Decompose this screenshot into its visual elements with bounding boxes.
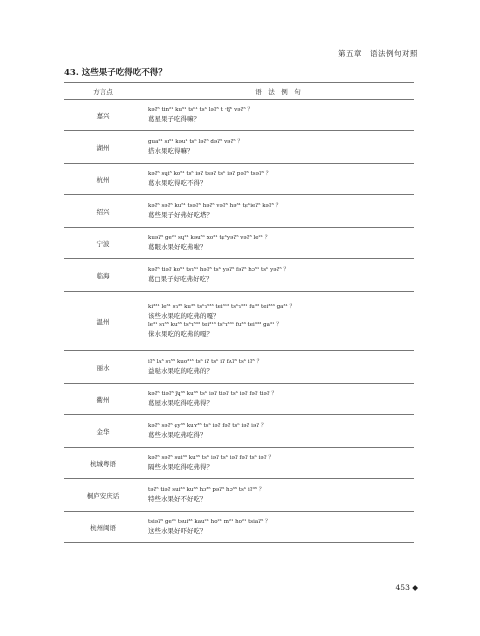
example-cell — [142, 448, 414, 479]
chinese-line: 葛些果子好弗好吃塔？ — [148, 211, 213, 219]
phonetic-line: kəʔ⁵ tin²¹ ku⁵¹ tsʰ¹ tsʰ ləʔ⁵ t ·tʃʰ vəʔ⁵ ？ — [148, 107, 253, 113]
table-row — [64, 479, 414, 512]
table-row — [64, 292, 414, 351]
example-cell — [142, 479, 414, 512]
phonetic-line: kuəʔ⁵ ge²¹ sɥ²¹ kəu⁵¹ xo²¹ tɕʰyəʔ⁵ vəʔ⁵ le²¹ ？ — [148, 235, 271, 241]
chinese-line: 葛□果子好吃弗好吃？ — [148, 275, 213, 283]
example-cell — [142, 100, 414, 131]
chinese-line: 隔些水果吃得吃弗得？ — [148, 463, 213, 471]
table-header-row — [64, 83, 414, 100]
page-header: 第五章 语法例句对照 — [338, 49, 418, 58]
example-cell — [142, 259, 414, 292]
example-cell — [142, 292, 414, 351]
phonetic-line: təʔ⁵ tiəʔ sui³³ ku³⁵ hɔ³⁵ pəʔ⁵ hɔ³⁵ tsʰ iʔ³⁵ ？ — [148, 487, 265, 493]
chinese-line: 该些水果吃的吃弗的嘎？ — [148, 312, 220, 320]
phonetic-line: le³¹ sɿ³⁵ ku³⁵ tsʰɿ⁵³³ tei³¹³ tsʰɿ³³¹ fu³³ tei³³³ ga³¹ ？ — [148, 322, 282, 328]
phonetic-line: kəʔ⁵ səʔ⁵ ɕy³⁵ kuʏ³⁵ tsʰ iəʔ fəʔ tsʰ iəʔ iəʔ ？ — [148, 423, 267, 429]
phonetic-line: kəʔ⁵ səʔ⁵ ku⁵¹ tsəʔ⁵ həʔ⁵ vəʔ⁵ hə³¹ tɕʰieʔ⁵ kəʔ⁵ ？ — [148, 203, 282, 209]
phonetic-line: ki³³¹ le³¹ sɿ³⁵ ku³⁵ tsʰɿ⁵³³ tei³¹³ tsʰɿ³³¹ fu³³ tei³³³ ga³¹ ？ — [148, 304, 296, 310]
table-row — [64, 415, 414, 448]
table-row — [64, 228, 414, 259]
dialect-cell: 湖州 — [64, 131, 142, 164]
dialect-cell: 绍兴 — [64, 195, 142, 228]
chinese-line: 特些水果好不好吃？ — [148, 495, 207, 503]
dialect-cell: 桐庐安庆话 — [64, 479, 142, 512]
table-row — [64, 164, 414, 195]
phonetic-line: kəʔ⁵ sɥi⁵ ko⁵¹ ts⁵ iəʔ tsəʔ tsʰ iəʔ pəʔ⁵ tsəʔ⁵ ？ — [148, 171, 272, 177]
table-row — [64, 384, 414, 415]
chinese-line: 俫水果吃的吃弗的嘎？ — [148, 330, 213, 338]
chinese-line: 葛屋水果吃得吃弗得？ — [148, 399, 213, 407]
question-title: 43. 这些果子吃得吃不得？ — [64, 68, 167, 78]
example-cell — [142, 131, 414, 164]
dialect-cell: 宁波 — [64, 228, 142, 259]
chinese-line: 益哒水果吃的吃弗的？ — [148, 367, 213, 375]
chinese-line: 葛眼水果好吃弗啦？ — [148, 243, 207, 251]
example-cell — [142, 195, 414, 228]
phonetic-line: kəʔ⁵ tiəʔ ko⁵¹ tsɿ⁵¹ həʔ⁵ tsʰ yəʔ⁵ fəʔ⁵ hɔ⁵¹ tsʰ yəʔ⁵ ？ — [148, 267, 289, 273]
chinese-line: 搭水果吃得嘛？ — [148, 147, 194, 155]
chinese-line: 这些水果好吓好吃？ — [148, 527, 207, 535]
page-number: 453 ◆ — [395, 583, 418, 592]
dialect-cell: 金华 — [64, 415, 142, 448]
example-cell — [142, 384, 414, 415]
table-row — [64, 448, 414, 479]
chinese-line: 葛些水果吃弗吃得？ — [148, 431, 207, 439]
example-cell — [142, 351, 414, 384]
example-cell — [142, 228, 414, 259]
dialect-cell: 杭州闽语 — [64, 512, 142, 543]
example-cell — [142, 512, 414, 543]
phonetic-line: gua²¹ sɪ⁵¹ kəu¹ tsʰ ləʔ⁵ dəʔ⁵ vəʔ⁵ ？ — [148, 139, 243, 145]
table-row — [64, 131, 414, 164]
phonetic-line: iʔ⁵ lʌ³ sɿ⁵⁵ kuo³¹³ tsʰ iʔ tsʰ iʔ fʌʔ⁵ tsʰ iʔ⁵ ？ — [148, 359, 263, 365]
dialect-cell: 杭城粤语 — [64, 448, 142, 479]
header-dialect: 方言点 — [64, 83, 142, 100]
table-row — [64, 259, 414, 292]
phonetic-line: kəʔ⁵ səʔ⁵ sui³³ ku³⁵ tsʰ iəʔ tsʰ iəʔ fəʔ tsʰ iəʔ ？ — [148, 455, 274, 461]
dialect-cell: 杭州 — [64, 164, 142, 195]
table-row — [64, 100, 414, 131]
dialect-cell: 丽水 — [64, 351, 142, 384]
table-row — [64, 351, 414, 384]
example-cell — [142, 415, 414, 448]
header-examples: 语 法 例 句 — [142, 83, 414, 100]
phonetic-line: tsiəʔ⁵ ge²¹ tsui³³ kau²¹ ho²¹ m²¹ ho²¹ tsiaʔ⁵ ？ — [148, 519, 271, 525]
table-row — [64, 512, 414, 543]
dialect-cell: 临海 — [64, 259, 142, 292]
example-cell — [142, 164, 414, 195]
dialect-cell: 温州 — [64, 292, 142, 351]
dialect-cell: 嘉兴 — [64, 100, 142, 131]
dialect-cell: 衢州 — [64, 384, 142, 415]
grammar-table — [64, 82, 414, 543]
chinese-line: 葛水果吃得吃不得？ — [148, 179, 207, 187]
table-body — [64, 100, 414, 543]
table-row — [64, 195, 414, 228]
chinese-line: 葛星果子吃得嘛？ — [148, 115, 200, 123]
phonetic-line: kəʔ⁵ tiəʔ⁵ ʃɥ³⁵ ku³⁵ tsʰ iəʔ tiəʔ tsʰ iəʔ fəʔ tiəʔ ？ — [148, 391, 277, 397]
